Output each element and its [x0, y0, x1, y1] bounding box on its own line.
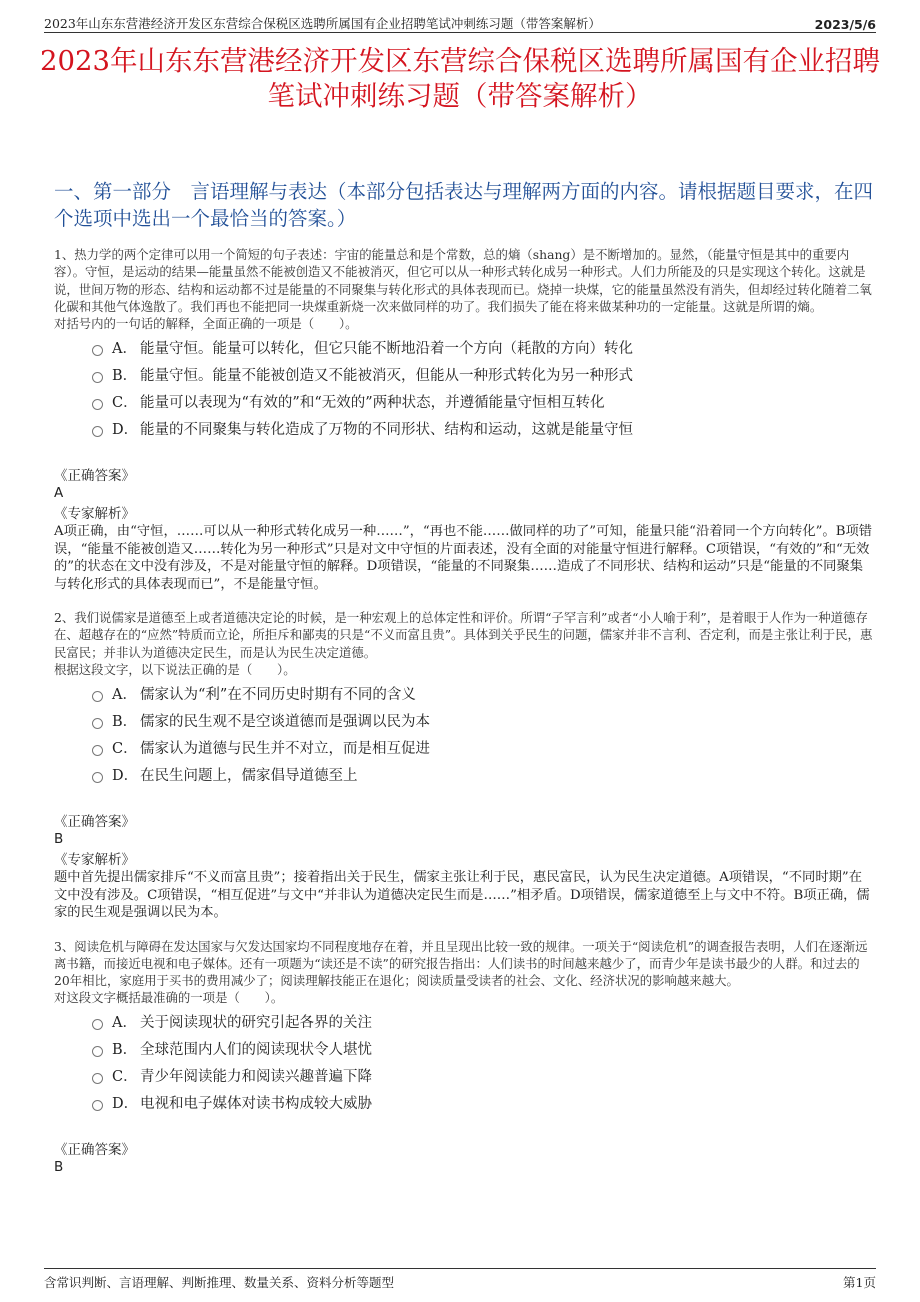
option-c[interactable]: C． 青少年阅读能力和阅读兴趣普遍下降 [92, 1064, 874, 1091]
question-prompt: 根据这段文字，以下说法正确的是（ ）。 [54, 662, 296, 678]
explanation-heading: 《专家解析》 [54, 506, 135, 523]
radio-icon[interactable] [92, 372, 103, 383]
question-list [54, 246, 874, 1176]
radio-icon[interactable] [92, 345, 103, 356]
question-1 [54, 246, 874, 593]
radio-icon[interactable] [92, 745, 103, 756]
answer-value: B [54, 831, 64, 848]
option-c[interactable]: C． 儒家认为道德与民生并不对立，而是相互促进 [92, 736, 874, 763]
option-text: 儒家认为“利”在不同历史时期有不同的含义 [140, 687, 416, 704]
page-number: 第1页 [843, 1275, 876, 1290]
option-list [54, 336, 874, 444]
option-d[interactable]: D． 在民生问题上，儒家倡导道德至上 [92, 763, 874, 790]
option-text: 能量的不同聚集与转化造成了万物的不同形状、结构和运动，这就是能量守恒 [140, 422, 633, 439]
question-prompt: 对这段文字概括最准确的一项是（ ）。 [54, 990, 284, 1006]
radio-icon[interactable] [92, 1019, 103, 1030]
option-text: 电视和电子媒体对读书构成较大威胁 [140, 1096, 372, 1113]
page-header [44, 12, 876, 33]
radio-icon[interactable] [92, 691, 103, 702]
question-prompt: 对括号内的一句话的解释，全面正确的一项是（ ）。 [54, 316, 358, 332]
option-list [54, 682, 874, 790]
radio-icon[interactable] [92, 1073, 103, 1084]
question-text: 1、热力学的两个定律可以用一个简短的句子表述：宇宙的能量总和是个常数，总的熵（shang）是不断增加的。显然，（能量守恒是其中的重要内容）。守恒，是运动的结果—能量虽然不能被创造又不能被消灭，但它可以从一种形式转化成另一种形式。人们力所能及的只是实现这个转化。这就是说，世间万物的形态、结构和运动都不过是能量的不同聚集与转化形式的具体表现而已。烧掉一块煤，它的能量虽然没有消失，但却经过转化随着二氧化碳和其他气体逸散了。我们再也不能把同一块煤重新烧一次来做同样的功了。我们损失了能在将来做某种功的一定能量。这就是所谓的熵。 [54, 247, 872, 314]
option-text: 儒家认为道德与民生并不对立，而是相互促进 [140, 741, 430, 758]
page-title: 2023年山东东营港经济开发区东营综合保税区选聘所属国有企业招聘笔试冲刺练习题（带答案解析） [40, 45, 880, 112]
explanation-text: A项正确，由“守恒，……可以从一种形式转化成另一种……”，“再也不能……做同样的功了”可知，能量只能“沿着同一个方向转化”。B项错误，“能量不能被创造又……转化为另一种形式”只是对文中守恒的片面表述，没有全面的对能量守恒进行解释。C项错误，“有效的”和“无效的”的状态在文中没有涉及，不是对能量守恒的解释。D项错误，“能量的不同聚集……造成了不同形状、结构和运动”只是“能量的不同聚集与转化形式的具体表现而已”，不是能量守恒。 [54, 524, 873, 592]
option-text: 全球范围内人们的阅读现状令人堪忧 [140, 1042, 372, 1059]
radio-icon[interactable] [92, 718, 103, 729]
option-text: 能量守恒。能量可以转化，但它只能不断地沿着一个方向（耗散的方向）转化 [140, 341, 633, 358]
radio-icon[interactable] [92, 772, 103, 783]
explanation-text: 题中首先提出儒家排斥“不义而富且贵”；接着指出关于民生，儒家主张让利于民，惠民富民，认为民生决定道德。A项错误，“不同时期”在文中没有涉及。C项错误，“相互促进”与文中“并非认为道德决定民生而是……”相矛盾。D项错误，儒家道德至上与文中不符。B项正确，儒家的民生观是强调以民为本。 [54, 870, 870, 921]
option-text: 儒家的民生观不是空谈道德而是强调以民为本 [140, 714, 430, 731]
radio-icon[interactable] [92, 1046, 103, 1057]
option-a[interactable]: A． 关于阅读现状的研究引起各界的关注 [92, 1010, 874, 1037]
option-b[interactable]: B． 儒家的民生观不是空谈道德而是强调以民为本 [92, 709, 874, 736]
question-2 [54, 609, 874, 921]
answer-value: B [54, 1159, 64, 1176]
option-text: 能量可以表现为“有效的”和“无效的”两种状态，并遵循能量守恒相互转化 [140, 395, 605, 412]
radio-icon[interactable] [92, 399, 103, 410]
option-a[interactable]: A． 能量守恒。能量可以转化，但它只能不断地沿着一个方向（耗散的方向）转化 [92, 336, 874, 363]
option-a[interactable]: A． 儒家认为“利”在不同历史时期有不同的含义 [92, 682, 874, 709]
explanation-heading: 《专家解析》 [54, 852, 135, 869]
option-text: 青少年阅读能力和阅读兴趣普遍下降 [140, 1069, 372, 1086]
option-d[interactable]: D． 电视和电子媒体对读书构成较大威胁 [92, 1091, 874, 1118]
header-date: 2023/5/6 [814, 17, 876, 32]
option-b[interactable]: B． 全球范围内人们的阅读现状令人堪忧 [92, 1037, 874, 1064]
option-d[interactable]: D． 能量的不同聚集与转化造成了万物的不同形状、结构和运动，这就是能量守恒 [92, 417, 874, 444]
option-c[interactable]: C． 能量可以表现为“有效的”和“无效的”两种状态，并遵循能量守恒相互转化 [92, 390, 874, 417]
section-title: 一、第一部分 言语理解与表达（本部分包括表达与理解两方面的内容。请根据题目要求，在四个选项中选出一个最恰当的答案。） [54, 180, 874, 230]
option-b[interactable]: B． 能量守恒。能量不能被创造又不能被消灭，但能从一种形式转化为另一种形式 [92, 363, 874, 390]
page-footer [44, 1268, 876, 1291]
option-list [54, 1010, 874, 1118]
radio-icon[interactable] [92, 426, 103, 437]
option-text: 在民生问题上，儒家倡导道德至上 [140, 768, 358, 785]
header-doc-title: 2023年山东东营港经济开发区东营综合保税区选聘所属国有企业招聘笔试冲刺练习题（带答案解析） [44, 16, 601, 31]
option-text: 能量守恒。能量不能被创造又不能被消灭，但能从一种形式转化为另一种形式 [140, 368, 633, 385]
footer-text: 含常识判断、言语理解、判断推理、数量关系、资料分析等题型 [44, 1275, 395, 1290]
option-text: 关于阅读现状的研究引起各界的关注 [140, 1015, 372, 1032]
question-text: 3、阅读危机与障碍在发达国家与欠发达国家均不同程度地存在着，并且呈现出比较一致的规律。一项关于“阅读危机”的调查报告表明，人们在逐渐远离书籍，而接近电视和电子媒体。还有一项题为“读还是不读”的研究报告指出：人们读书的时间越来越少了，而青少年是读书最少的人群。和过去的20年相比，家庭用于买书的费用减少了；阅读理解技能正在退化；阅读质量受读者的社会、文化、经济状况的影响越来越大。 [54, 938, 868, 989]
answer-heading: 《正确答案》 [54, 814, 135, 831]
question-text: 2、我们说儒家是道德至上或者道德决定论的时候，是一种宏观上的总体定性和评价。所谓“子罕言利”或者“小人喻于利”，是着眼于人作为一种道德存在、超越存在的“应然”特质而立论，所拒斥和鄙夷的只是“不义而富且贵”。具体到关乎民生的问题，儒家并非不言利、否定利，而是主张让利于民，惠民富民；并非认为道德决定民生，而是认为民生决定道德。 [54, 610, 873, 660]
answer-heading: 《正确答案》 [54, 1142, 135, 1159]
question-3 [54, 938, 874, 1177]
answer-heading: 《正确答案》 [54, 468, 135, 485]
answer-value: A [54, 485, 64, 502]
radio-icon[interactable] [92, 1100, 103, 1111]
